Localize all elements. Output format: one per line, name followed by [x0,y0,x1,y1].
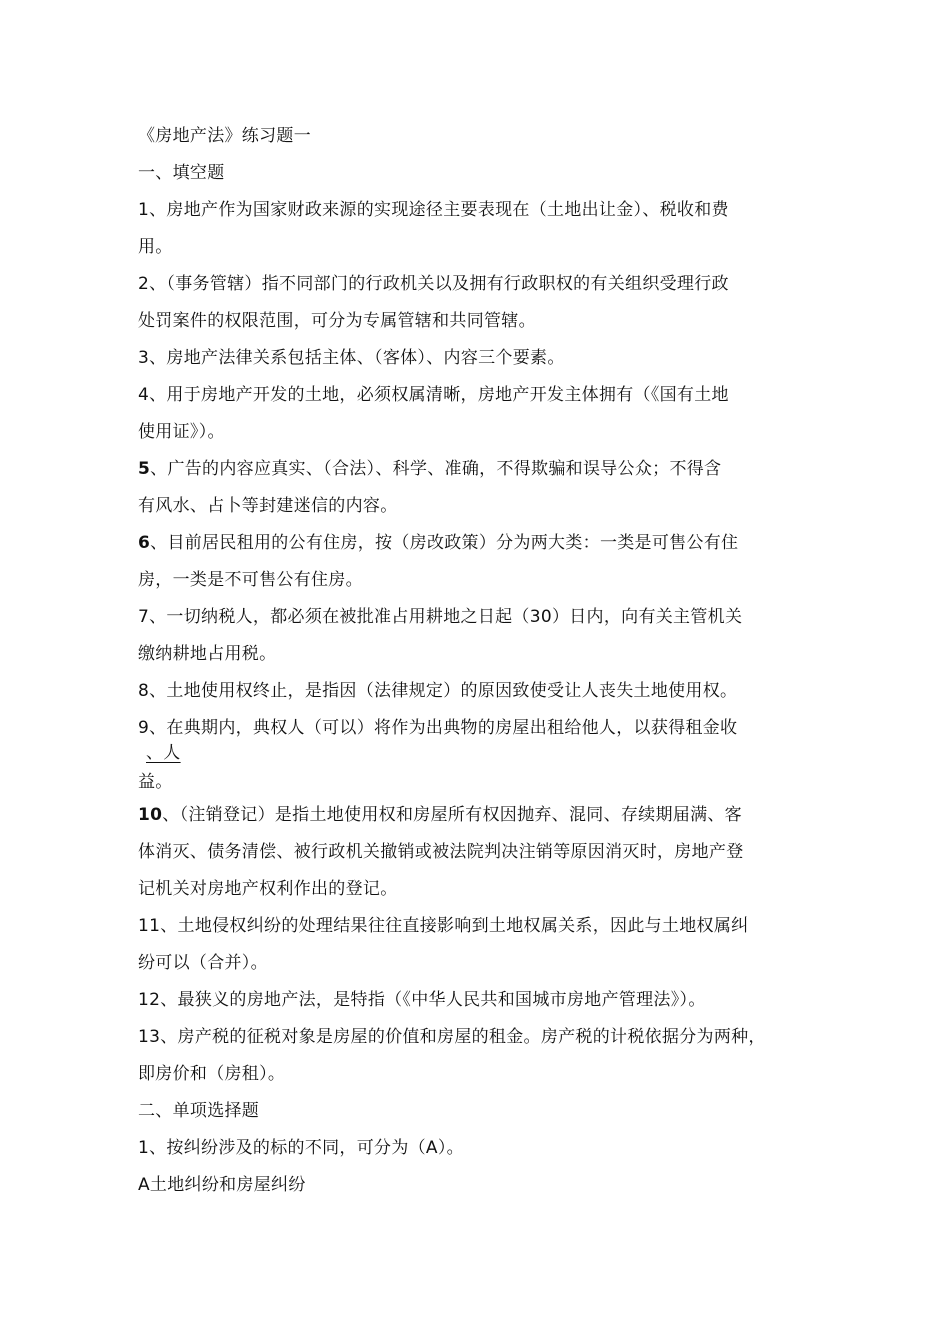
question-5-line-1 [138,451,810,488]
section-heading-single-choice: 二、单项选择题 [138,1101,260,1121]
question-7-line-2: 缴纳耕地占用税。 [138,644,277,664]
question-12-line-1: 12、最狭义的房地产法，是特指（《中华人民共和国城市房地产管理法》）。 [138,990,706,1010]
question-6-line-1 [138,525,810,562]
question-9-line-2: 益。 [138,772,173,792]
section-heading-fill-in: 一、填空题 [138,163,225,183]
choice-question-1-option-a: A土地纠纷和房屋纠纷 [138,1175,306,1195]
question-5-text: 、广告的内容应真实、（合法）、科学、准确，不得欺骗和误导公众；不得含 [150,459,722,479]
choice-question-1: 1、按纠纷涉及的标的不同，可分为（A）。 [138,1138,464,1158]
question-10-line-1 [138,797,810,834]
question-10-text: 、（注销登记）是指土地使用权和房屋所有权因抛弃、混同、存续期届满、客 [162,805,742,825]
question-8-line-1: 8、土地使用权终止，是指因（法律规定）的原因致使受让人丧失土地使用权。 [138,681,738,701]
question-10-number: 10 [138,805,163,825]
question-6-text: 、目前居民租用的公有住房，按（房改政策）分为两大类：一类是可售公有住 [150,533,739,553]
question-4-line-1: 4、用于房地产开发的土地，必须权属清晰，房地产开发主体拥有（《国有土地 [138,385,729,405]
question-9-fragment: 、人 [146,743,181,763]
document-title: 《房地产法》练习题一 [138,126,311,146]
question-11-line-1: 11、土地侵权纠纷的处理结果往往直接影响到土地权属关系，因此与土地权属纠 [138,916,749,936]
question-3-line-1: 3、房地产法律关系包括主体、（客体）、内容三个要素。 [138,348,565,368]
question-1-line-2: 用。 [138,237,173,257]
question-10-line-3: 记机关对房地产权利作出的登记。 [138,879,398,899]
question-10-line-2: 体消灭、债务清偿、被行政机关撤销或被法院判决注销等原因消灭时，房地产登 [138,842,744,862]
question-6-line-2: 房，一类是不可售公有住房。 [138,570,363,590]
question-2-line-1: 2、（事务管辖）指不同部门的行政机关以及拥有行政职权的有关组织受理行政 [138,274,729,294]
question-13-line-1: 13、房产税的征税对象是房屋的价值和房屋的租金。房产税的计税依据分为两种， [138,1027,766,1047]
question-13-line-2: 即房价和（房租）。 [138,1064,286,1084]
question-5-line-2: 有风水、占卜等封建迷信的内容。 [138,496,398,516]
question-7-line-1: 7、一切纳税人，都必须在被批准占用耕地之日起（30）日内，向有关主管机关 [138,607,743,627]
question-4-line-2: 使用证》）。 [138,422,225,442]
question-9-line-1: 9、在典期内，典权人（可以）将作为出典物的房屋出租给他人，以获得租金收 [138,718,738,738]
question-6-number: 6 [138,533,151,553]
document-body [138,118,810,1204]
question-5-number: 5 [138,459,151,479]
question-2-line-2: 处罚案件的权限范围，可分为专属管辖和共同管辖。 [138,311,536,331]
question-1-line-1: 1、房地产作为国家财政来源的实现途径主要表现在（土地出让金）、税收和费 [138,200,729,220]
question-11-line-2: 纷可以（合并）。 [138,953,268,973]
